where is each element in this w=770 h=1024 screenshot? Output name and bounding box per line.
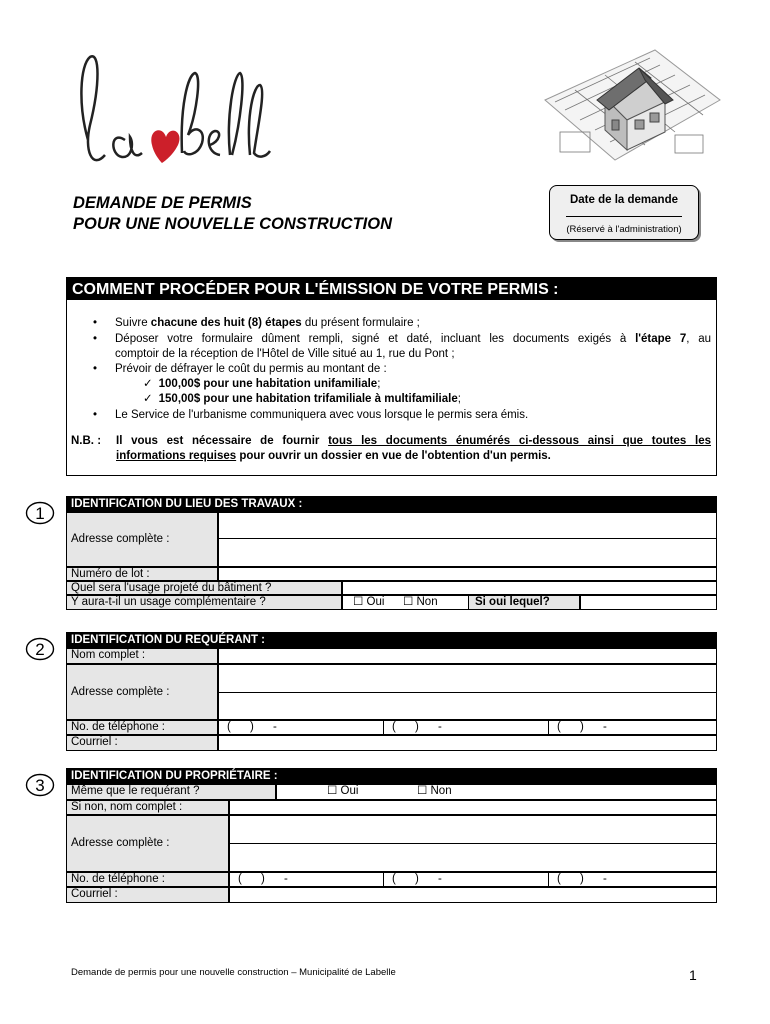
instructions-box <box>66 277 717 476</box>
owner-name-label: Si non, nom complet : <box>66 800 229 815</box>
section-applicant <box>66 632 717 752</box>
owner-oui-checkbox[interactable]: ☐ Oui <box>327 785 359 797</box>
page-footer: Demande de permis pour une nouvelle construction – Municipalité de Labelle <box>71 967 396 978</box>
instruction-bullet-3: • Prévoir de défrayer le coût du permis au montant de : <box>93 363 387 375</box>
applicant-address-input-1[interactable] <box>218 664 717 693</box>
section-1-heading: IDENTIFICATION DU LIEU DES TRAVAUX : <box>66 496 717 512</box>
section-owner <box>66 768 717 904</box>
applicant-phone-3[interactable]: ( ) - <box>548 720 717 735</box>
same-as-applicant-label: Même que le requérant ? <box>66 784 276 800</box>
fee-single-family: ✓ 100,00$ pour une habitation unifamiliale; <box>143 378 381 390</box>
house-blueprint-image <box>535 40 725 180</box>
instruction-bullet-1: • Suivre chacune des huit (8) étapes du présent formulaire ; <box>93 317 420 329</box>
svg-text:labelle: labelle <box>70 45 73 46</box>
checkmark-icon: ✓ <box>143 393 153 405</box>
complementary-usage-label: Y aura-t-il un usage complémentaire ? <box>66 595 342 610</box>
owner-phone-label: No. de téléphone : <box>66 872 229 887</box>
address-input-line-1[interactable] <box>218 512 717 539</box>
address-label: Adresse complète : <box>66 512 218 567</box>
nb-label: N.B. : <box>71 435 102 447</box>
date-admin-note: (Réservé à l'administration) <box>566 224 682 235</box>
applicant-address-label: Adresse complète : <box>66 664 218 720</box>
title-line-2: POUR UNE NOUVELLE CONSTRUCTION <box>73 215 393 233</box>
owner-address-input-2[interactable] <box>229 843 717 872</box>
owner-address-input-1[interactable] <box>229 815 717 844</box>
bullet-icon: • <box>93 333 98 345</box>
request-date-box <box>549 185 699 240</box>
applicant-phone-2[interactable]: ( ) - <box>383 720 549 735</box>
owner-phone-2[interactable]: ( ) - <box>383 872 549 887</box>
section-3-heading: IDENTIFICATION DU PROPRIÉTAIRE : <box>66 768 717 784</box>
step-1-number-icon <box>25 501 55 525</box>
section-work-location <box>66 496 717 616</box>
checkmark-icon: ✓ <box>143 378 153 390</box>
usage-label: Quel sera l'usage projeté du bâtiment ? <box>66 581 342 595</box>
non-checkbox[interactable]: ☐ Non <box>403 596 438 608</box>
owner-phone-1[interactable]: ( ) - <box>229 872 384 887</box>
date-field-line[interactable] <box>566 216 682 217</box>
step-3-number-icon <box>25 773 55 797</box>
applicant-name-label: Nom complet : <box>66 648 218 664</box>
same-as-applicant-choices <box>276 784 717 800</box>
applicant-email-label: Courriel : <box>66 735 218 751</box>
instructions-heading: COMMENT PROCÉDER POUR L'ÉMISSION DE VOTRE PERMIS : <box>67 278 716 300</box>
title-line-1: DEMANDE DE PERMIS <box>73 194 252 212</box>
labelle-logo <box>70 45 280 175</box>
address-input-line-2[interactable] <box>218 538 717 567</box>
lot-input[interactable] <box>218 567 717 581</box>
applicant-phone-label: No. de téléphone : <box>66 720 218 735</box>
nb-text: Il vous est nécessaire de fournir tous les documents énumérés ci-dessous ainsi que toutes les informations requises pour ouvrir un dossier en vue de l'obtention d'un permis. <box>116 435 711 462</box>
lot-label: Numéro de lot : <box>66 567 218 581</box>
applicant-email-input[interactable] <box>218 735 717 751</box>
owner-email-label: Courriel : <box>66 887 229 903</box>
usage-input[interactable] <box>342 581 717 595</box>
owner-address-label: Adresse complète : <box>66 815 229 872</box>
owner-phone-3[interactable]: ( ) - <box>548 872 717 887</box>
owner-email-input[interactable] <box>229 887 717 903</box>
owner-name-input[interactable] <box>229 800 717 815</box>
owner-non-checkbox[interactable]: ☐ Non <box>417 785 452 797</box>
applicant-address-input-2[interactable] <box>218 692 717 720</box>
svg-text:3: 3 <box>35 776 45 795</box>
page-title <box>73 193 392 235</box>
applicant-name-input[interactable] <box>218 648 717 664</box>
instruction-bullet-4: • Le Service de l'urbanisme communiquera avec vous lorsque le permis sera émis. <box>93 409 529 421</box>
section-2-heading: IDENTIFICATION DU REQUÉRANT : <box>66 632 717 648</box>
applicant-phone-1[interactable]: ( ) - <box>218 720 384 735</box>
which-input[interactable] <box>580 595 717 610</box>
page-number: 1 <box>689 967 697 983</box>
svg-text:1: 1 <box>35 504 45 523</box>
oui-checkbox[interactable]: ☐ Oui <box>353 596 385 608</box>
fee-multi-family: ✓ 150,00$ pour une habitation trifamiliale à multifamiliale; <box>143 393 461 405</box>
step-2-number-icon <box>25 637 55 661</box>
date-label: Date de la demande <box>569 194 678 206</box>
complementary-usage-choices <box>342 595 468 610</box>
bullet-icon: • <box>93 317 98 329</box>
instruction-bullet-2: • Déposer votre formulaire dûment rempli, signé et daté, incluant les documents exigés à l'étape 7, au <box>93 333 712 345</box>
which-label: Si oui lequel? <box>468 595 580 610</box>
svg-text:2: 2 <box>35 640 45 659</box>
instruction-bullet-2-line-2: comptoir de la réception de l'Hôtel de Ville situé au 1, rue du Pont ; <box>115 348 455 360</box>
bullet-icon: • <box>93 409 98 421</box>
bullet-icon: • <box>93 363 98 375</box>
